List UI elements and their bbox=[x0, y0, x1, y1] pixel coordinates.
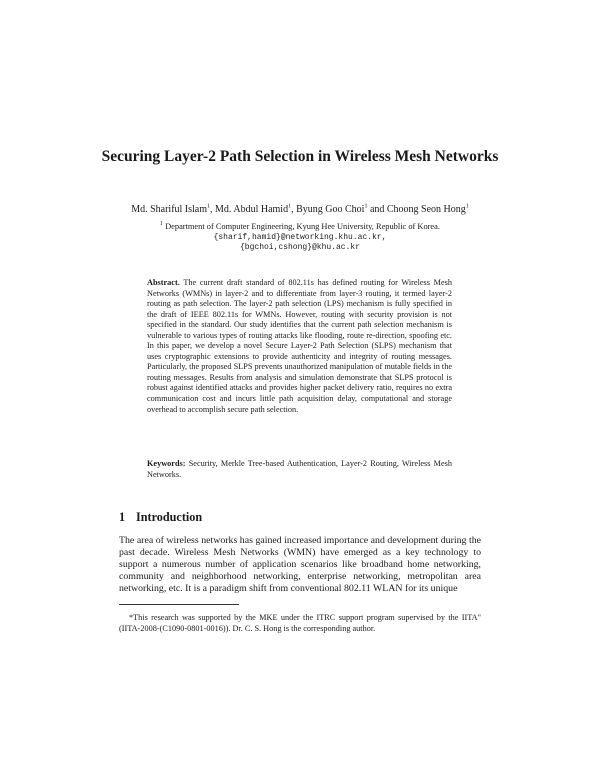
footnote bbox=[119, 613, 481, 634]
affiliation-block bbox=[100, 222, 500, 254]
section-heading bbox=[119, 510, 202, 525]
abstract-text: The current draft standard of 802.11s has defined routing for Wireless Mesh Networks (WMNs) in layer-2 and to differentiate from layer-3 routing, it termed layer-2 routing as path selection. The layer-2 path selection (LPS) mechanism is fully specified in the draft of IEEE 802.11s for WMNs. However, routing with security provision is not specified in the standard. Our study identifies that the current path selection mechanism is vulnerable to various types of routing attacks like flooding, route re-direction, spoofing etc. In this paper, we develop a novel Secure Layer-2 Path Selection (SLPS) mechanism that uses cryptographic extensions to provide authenticity and integrity of routing messages. Particularly, the proposed SLPS prevents unauthorized manipulation of mutable fields in the routing messages. Results from analysis and simulation demonstrate that SLPS protocol is robust against identified attacks and provides higher packet delivery ratio, requires no extra communication cost and incurs little path acquisition delay, computational and storage overhead to accomplish secure path selection. bbox=[147, 278, 452, 414]
affiliation-mark: 1 bbox=[160, 221, 164, 228]
section-title: Introduction bbox=[136, 510, 203, 524]
abstract-label: Abstract. bbox=[147, 278, 180, 287]
author-separator: and bbox=[367, 204, 387, 215]
author-separator: , bbox=[210, 204, 216, 215]
abstract bbox=[147, 278, 452, 415]
author-affiliation-mark: 1 bbox=[364, 203, 368, 210]
author-affiliation-mark: 1 bbox=[207, 203, 211, 210]
affiliation-department: $^1$ Department of Computer Engineering, Kyung Hee University, Republic of Korea. bbox=[160, 221, 440, 231]
footnote-rule bbox=[119, 604, 239, 605]
section-number: 1 bbox=[119, 510, 126, 524]
keywords-label: Keywords: bbox=[147, 459, 186, 468]
author-name: Md. Shariful Islam bbox=[131, 204, 208, 215]
author-name: Md. Abdul Hamid bbox=[215, 204, 289, 215]
author-affiliation-mark: 1 bbox=[465, 203, 469, 210]
footnote-mark: * bbox=[129, 613, 134, 622]
footnote-text: This research was supported by the MKE under the ITRC support program supervised by the IITA" (IITA-2008-(C1090-0801-0016)). Dr. C. S. Hong is the corresponding author. bbox=[119, 613, 481, 633]
affiliation-email[interactable]: {bgchoi,cshong}@khu.ac.kr bbox=[239, 243, 361, 253]
author-list bbox=[80, 203, 520, 216]
author-separator: , bbox=[291, 204, 297, 215]
keywords-text: Security, Merkle Tree-based Authentication, Layer-2 Routing, Wireless Mesh Networks. bbox=[147, 459, 452, 479]
author-affiliation-mark: 1 bbox=[288, 203, 292, 210]
affiliation-email[interactable]: {sharif,hamid}@networking.khu.ac.kr, bbox=[213, 232, 387, 242]
author-name: Byung Goo Choi bbox=[296, 204, 365, 215]
section-body: The area of wireless networks has gained increased importance and development during the past decade. Wireless Mesh Networks (WMN) have emerged as a key technology to support a numerous number of application scenarios like broadband home networking, community and neighborhood networking, enterprise networking, metropolitan area networking, etc. It is a paradigm shift from conventional 802.11 WLAN for its unique bbox=[119, 535, 481, 595]
keywords bbox=[147, 459, 452, 480]
paper-title: Securing Layer-2 Path Selection in Wireless Mesh Networks bbox=[101, 148, 499, 165]
author-name: Choong Seon Hong bbox=[386, 204, 466, 215]
